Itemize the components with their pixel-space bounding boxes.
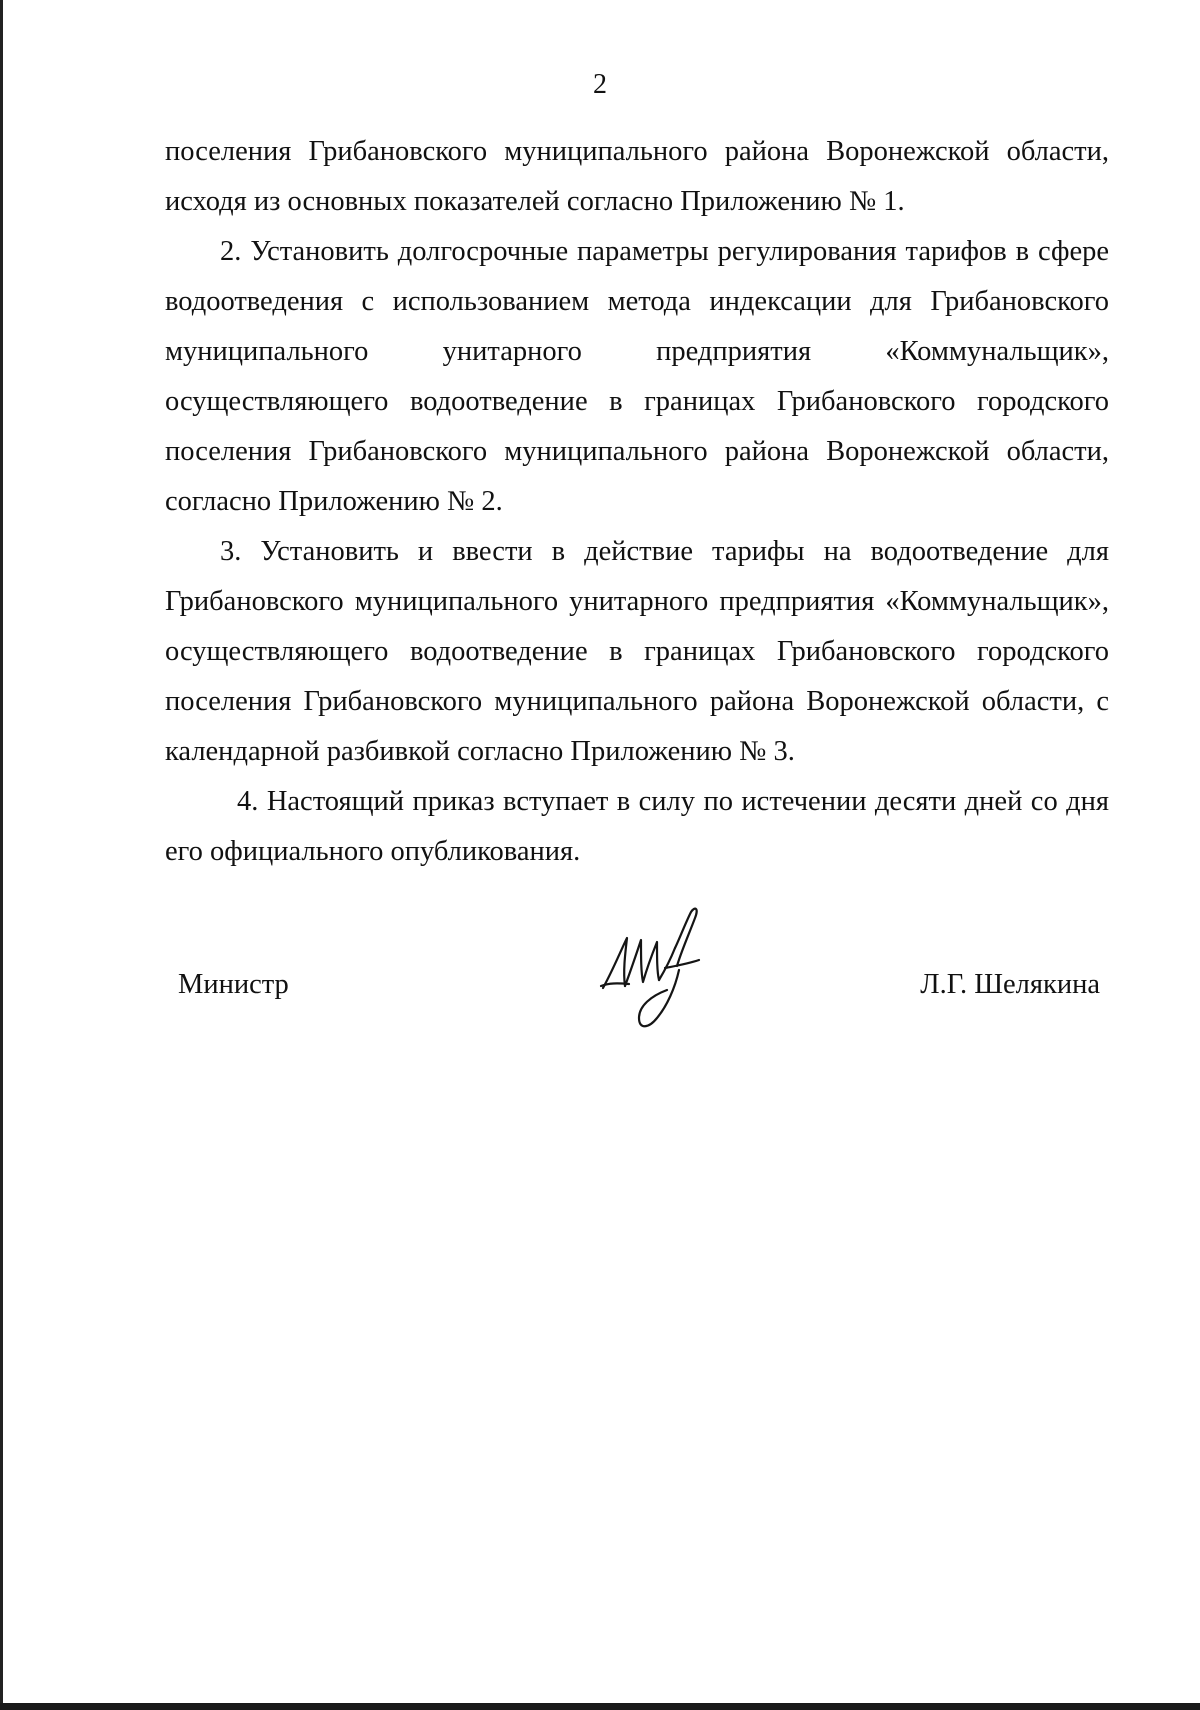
- paragraph-continuation: поселения Грибановского муниципального района Воронежской области, исходя из основных показателей согласно Приложению № 1.: [165, 136, 1109, 217]
- paragraph-item-3: 3. Установить и ввести в действие тарифы на водоотведение для Грибановского муниципального унитарного предприятия «Коммунальщик», осуществляющего водоотведение в границах Грибановского городского поселения Грибановского муниципального района Воронежской области, с календарной разбивкой согласно Приложению № 3.: [165, 536, 1109, 767]
- signatory-title: Министр: [178, 969, 289, 1000]
- scan-edge-left: [0, 0, 3, 1710]
- paragraph-item-2: 2. Установить долгосрочные параметры регулирования тарифов в сфере водоотведения с использованием метода индексации для Грибановского муниципального унитарного предприятия «Коммунальщик», осуществляющего водоотведение в границах Грибановского городского поселения Грибановского муниципального района Воронежской области, согласно Приложению № 2.: [165, 236, 1109, 517]
- page-number: 2: [593, 69, 607, 100]
- handwritten-signature: [595, 900, 745, 1050]
- scan-edge-bottom: [0, 1703, 1200, 1710]
- document-body: [165, 127, 1109, 877]
- paragraph-item-4: 4. Настоящий приказ вступает в силу по истечении десяти дней со дня его официального опубликования.: [165, 786, 1109, 867]
- signatory-name: Л.Г. Шелякина: [920, 969, 1100, 1000]
